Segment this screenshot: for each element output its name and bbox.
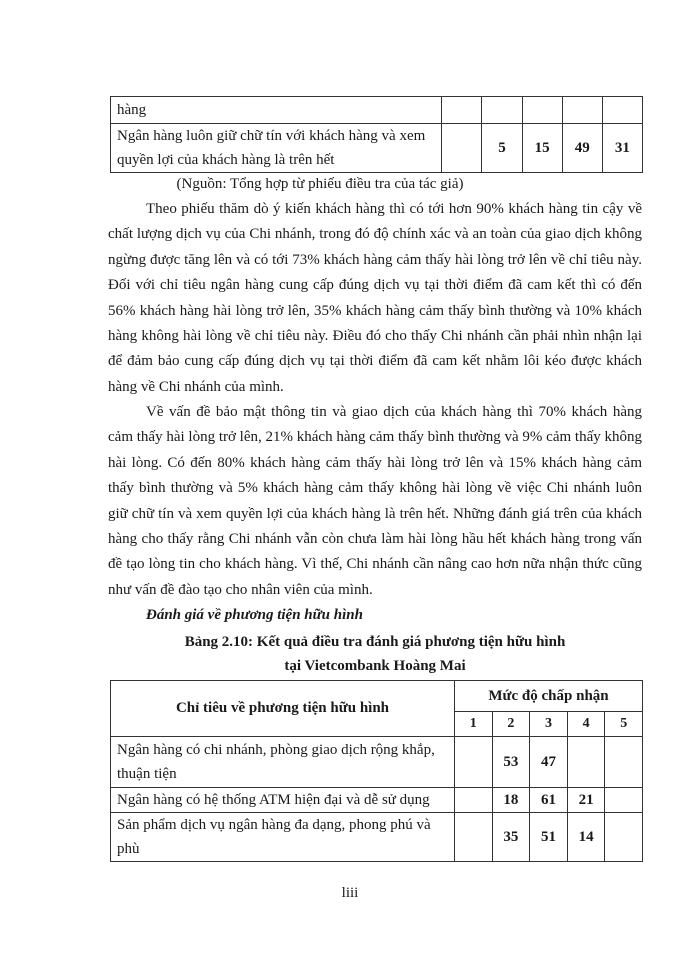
cell-level-5 [605,813,643,862]
cell-level-1 [455,813,493,862]
cell-level-4: 49 [562,124,602,173]
cell-level-3: 47 [530,737,568,788]
cell-level-5 [605,737,643,788]
continued-survey-table [110,96,643,173]
level-3-header: 3 [530,712,568,737]
table-row [111,97,643,124]
section-heading: Đánh giá về phương tiện hữu hình [146,607,363,623]
cell-level-2: 5 [482,124,522,173]
cell-level-2: 35 [492,813,530,862]
row-label: Ngân hàng có hệ thống ATM hiện đại và dễ sử dụng [111,788,455,813]
table-row [111,737,643,788]
cell-level-1 [455,737,493,788]
cell-level-1 [455,788,493,813]
table-row [111,813,643,862]
cell-level-2: 18 [492,788,530,813]
cell-level-3: 51 [530,813,568,862]
table-caption-line-2: tại Vietcombank Hoàng Mai [284,658,466,674]
cell-level-3 [522,97,562,124]
paragraph-reliability: Theo phiếu thăm dò ý kiến khách hàng thì có tới hơn 90% khách hàng tin cậy về chất lượng dịch vụ của Chi nhánh, trong đó độ chính xác và an toàn của giao dịch không ngừng được tăng lên và có tới 73% khách hàng cảm thấy hài lòng trở lên về chỉ tiêu này. Đối với chỉ tiêu ngân hàng cung cấp đúng dịch vụ tại thời điểm đã cam kết thì có đến 56% khách hàng hài lòng trở lên, 35% khách hàng cảm thấy bình thường và 10% khách hàng không hài lòng về chỉ tiêu này. Điều đó cho thấy Chi nhánh cần phải nhìn nhận lại để đảm bảo cung cấp đúng dịch vụ tại thời điểm đã cam kết nhằm lôi kéo được khách hàng về Chi nhánh của mình. [108,201,642,395]
row-label: hàng [111,97,442,124]
cell-level-1 [442,124,482,173]
cell-level-1 [442,97,482,124]
acceptance-level-header: Mức độ chấp nhận [455,681,643,712]
level-4-header: 4 [567,712,605,737]
table-caption-line-1: Bảng 2.10: Kết quả điều tra đánh giá phương tiện hữu hình [184,634,566,650]
row-label: Sản phẩm dịch vụ ngân hàng đa dạng, phong phú và phù [111,813,455,862]
row-label: Ngân hàng luôn giữ chữ tín với khách hàng và xem quyền lợi của khách hàng là trên hết [111,124,442,173]
tangible-facilities-table [110,680,643,862]
level-2-header: 2 [492,712,530,737]
cell-level-4 [562,97,602,124]
table-row [111,788,643,813]
page-number: liii [341,885,359,901]
criteria-column-header: Chỉ tiêu về phương tiện hữu hình [111,681,455,737]
source-note: (Nguồn: Tổng hợp từ phiếu điều tra của tác giả) [176,176,464,192]
cell-level-2: 53 [492,737,530,788]
cell-level-4: 14 [567,813,605,862]
cell-level-3: 15 [522,124,562,173]
cell-level-3: 61 [530,788,568,813]
level-5-header: 5 [605,712,643,737]
level-1-header: 1 [455,712,493,737]
table-row [111,124,643,173]
cell-level-2 [482,97,522,124]
cell-level-4: 21 [567,788,605,813]
row-label: Ngân hàng có chi nhánh, phòng giao dịch rộng khắp, thuận tiện [111,737,455,788]
paragraph-security: Về vấn đề bảo mật thông tin và giao dịch của khách hàng thì 70% khách hàng cảm thấy hài lòng trở lên, 21% khách hàng cảm thấy bình thường và 9% cảm thấy không hài lòng. Có đến 80% khách hàng cảm thấy hài lòng trở lên và 15% khách hàng cảm thấy bình thường và 5% khách hàng cảm thấy không hài lòng về việc Chi nhánh luôn giữ chữ tín và xem quyền lợi của khách hàng là trên hết. Những đánh giá trên của khách hàng cho thấy rằng Chi nhánh vẫn còn chưa làm hài lòng hầu hết khách hàng trong vấn đề tạo lòng tin cho khách hàng. Vì thế, Chi nhánh cần nâng cao hơn nữa nhận thức cũng như vấn đề đào tạo cho nhân viên của mình. [108,404,642,598]
table-header-row [111,681,643,712]
cell-level-4 [567,737,605,788]
cell-level-5 [602,97,642,124]
cell-level-5: 31 [602,124,642,173]
cell-level-5 [605,788,643,813]
